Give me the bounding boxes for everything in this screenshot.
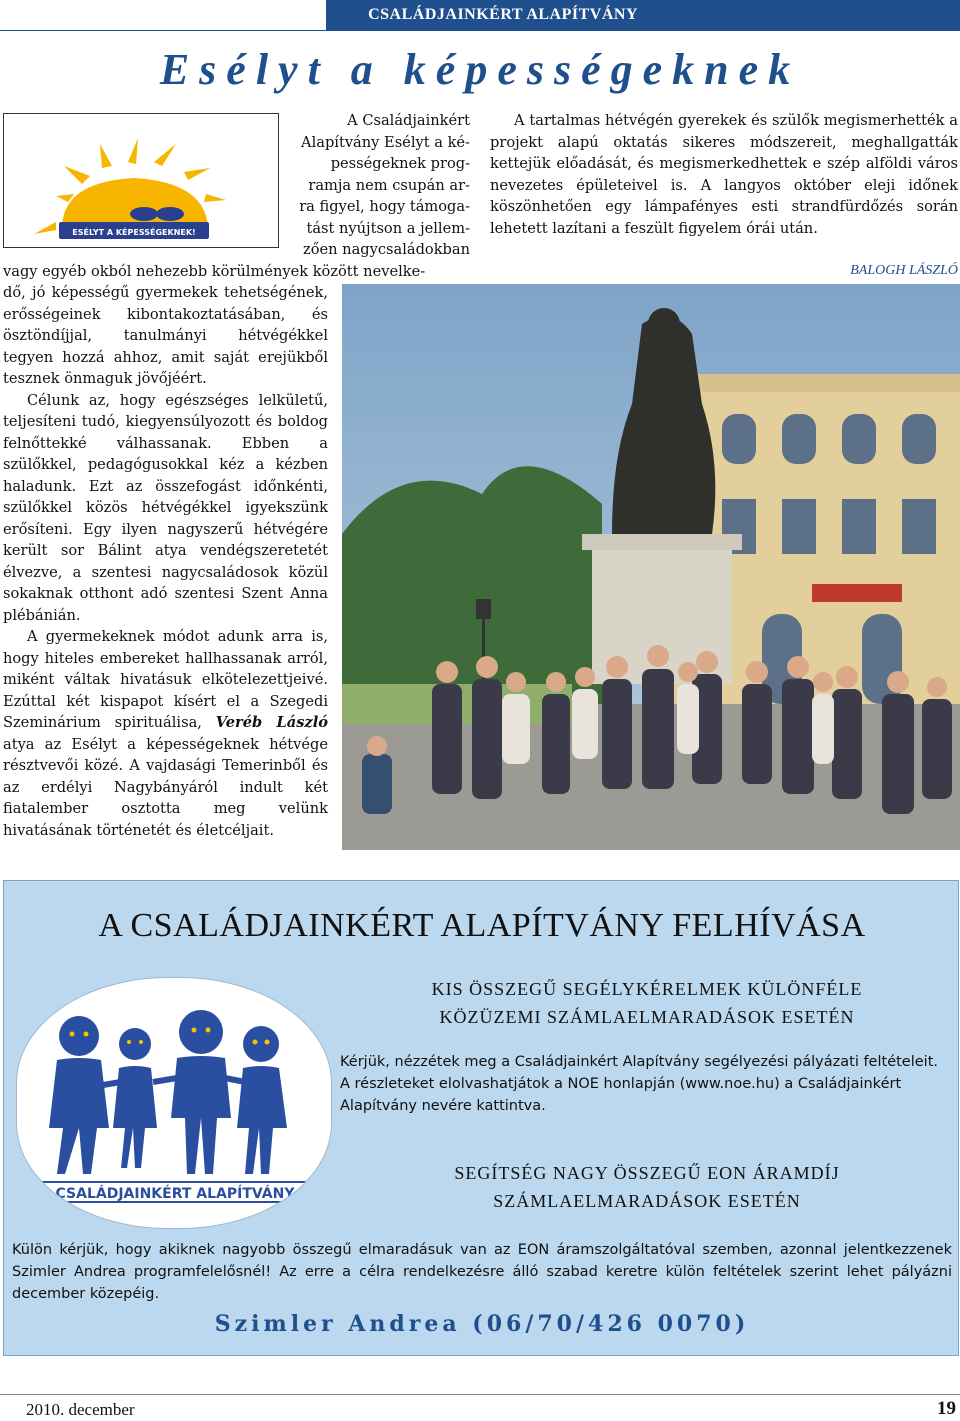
issue-date: 2010. december xyxy=(26,1400,135,1419)
intro-line: pességeknek prog- xyxy=(330,155,470,172)
group-photo-image xyxy=(342,284,960,850)
article-right-column xyxy=(490,110,958,239)
heading-small-grants xyxy=(334,975,960,1031)
small-grants-text: Kérjük, nézzétek meg a Családjainkért Alapítvány segélyezési pályázati feltételeit. A részleteket elolvashatjátok a NOE honlapján (www.noe.hu) a Családjainkért Alapítvány nevére kattintva. xyxy=(340,1054,938,1114)
section-header-bar xyxy=(326,0,960,30)
appeal-title: A CSALÁDJAINKÉRT ALAPÍTVÁNY FELHÍVÁSA xyxy=(98,907,866,944)
sun-logo-icon xyxy=(4,114,278,247)
header-rule xyxy=(0,30,960,31)
contact-line: Szimler Andrea (06/70/426 0070) xyxy=(214,1311,750,1337)
family-logo-icon xyxy=(17,978,332,1229)
intro-wide-line: vagy egyéb okból nehezebb körülmények között nevelke- xyxy=(3,263,426,280)
page-number: 19 xyxy=(937,1398,956,1419)
paragraph-3-end: atya az Esélyt a képességeknek hétvége résztvevői közé. A vajdasági Temerinből és az erdélyi Nagybányáról indult két fiatalember osztotta meg velünk hivatásának történetét és életcéljait. xyxy=(3,735,328,839)
group-photo xyxy=(342,284,960,850)
heading-eon xyxy=(334,1159,960,1215)
priest-name: Veréb László xyxy=(215,714,328,731)
article-left-column xyxy=(3,282,328,841)
intro-line: A Családjainkért xyxy=(347,112,470,129)
heading-eon-line2: SZÁMLAELMARADÁSOK ESETÉN xyxy=(493,1191,801,1211)
right-paragraph: A tartalmas hétvégén gyerekek és szülők megismerhették a projekt alapú oktatás sikeres módszereit, meghallgatták kettejük előadását, és megismerkedhettek e szép alföldi város nevezetes épületeivel is. A langyos október eleji időnek köszönhetően egy lámpafényes esti strandfürdőzés során lehetett lazítani a feszült figyelem órái után. xyxy=(490,112,958,237)
heading-eon-line1: SEGÍTSÉG NAGY ÖSSZEGŰ EON ÁRAMDÍJ xyxy=(454,1163,840,1183)
svg-text:ESÉLYT A KÉPESSÉGEKNEK!: ESÉLYT A KÉPESSÉGEKNEK! xyxy=(72,228,196,237)
eon-text: Külön kérjük, hogy akiknek nagyobb összegű elmaradásuk van az EON áramszolgáltatóval szemben, azonnal jelentkezzenek Szimler Andrea programfelelősnél! Az erre a célra rendelkezésre álló szabad keretre külön feltételek szerint lehet pályázni december közepéig. xyxy=(12,1242,952,1302)
eselyt-logo xyxy=(3,113,279,248)
appeal-box xyxy=(3,880,959,1356)
article-title: Esélyt a képességeknek xyxy=(159,45,801,94)
heading-small-grants-line1: KIS ÖSSZEGŰ SEGÉLYKÉRELMEK KÜLÖNFÉLE xyxy=(431,979,863,999)
family-logo xyxy=(16,977,332,1229)
intro-line: ra figyel, hogy támoga- xyxy=(299,198,470,215)
heading-small-grants-line2: KÖZÜZEMI SZÁMLAELMARADÁSOK ESETÉN xyxy=(439,1007,855,1027)
intro-line: zően nagycsaládokban xyxy=(303,241,470,258)
section-header-label: CSALÁDJAINKÉRT ALAPÍTVÁNY xyxy=(368,6,638,23)
paragraph-1: dő, jó képességű gyermekek tehetségének, erősségeinek kibontakoztatásában, és ösztöndíjjal, tanulmányi hétvégékkel tegyen hozzá ahhoz, amit saját erejükből tesznek önmaguk jövőjéért. xyxy=(3,284,328,387)
intro-line: tást nyújtson a jellem- xyxy=(306,219,470,237)
paragraph-3 xyxy=(3,626,328,841)
intro-line: Alapítvány Esélyt a ké- xyxy=(301,133,470,151)
intro-text xyxy=(284,110,470,261)
svg-text:CSALÁDJAINKÉRT ALAPÍTVÁNY: CSALÁDJAINKÉRT ALAPÍTVÁNY xyxy=(55,1186,295,1202)
author-signature: BALOGH LÁSZLÓ xyxy=(850,263,958,278)
intro-line: ramja nem csupán ar- xyxy=(308,176,470,194)
paragraph-3-start: A gyermekeknek módot adunk arra is, hogy hiteles embereket hallhassanak arról, miként váltak hivatásuk elkötelezettjeivé. Ezúttal két kispapot kísért el a Szegedi Szeminárium spirituálisa, xyxy=(3,628,328,731)
paragraph-2: Célunk az, hogy egészséges lelkületű, teljesíteni tudó, kiegyensúlyozott és boldog felnőttekké válhassanak. Ebben a szülőkkel, pedagógusokkal kéz a kézben haladunk. Ezt az összefogást időnkénti, szülőkkel közös hétvégékkel igyekszünk erősíteni. Egy ilyen nagyszerű hétvégére került sor Bálint atya vendégszeretetét élvezve, a szentesi nagycsaládosok közül sokaknak otthont adó szentesi Szent Anna plébánián. xyxy=(3,391,328,624)
footer-rule xyxy=(0,1394,960,1395)
